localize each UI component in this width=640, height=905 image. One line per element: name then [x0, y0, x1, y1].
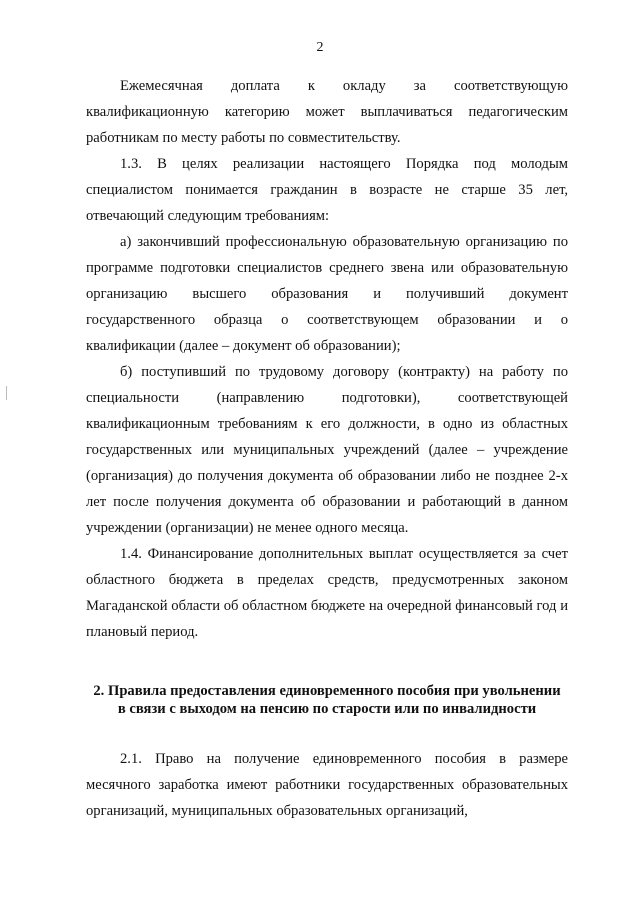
section2-heading — [86, 682, 568, 718]
paragraph-1-3: 1.3. В целях реализации настоящего Порядка под молодым специалистом понимается гражданин в возрасте не старше 35 лет, отвечающий следующим требованиям: — [86, 156, 568, 224]
paragraph-1-4: 1.4. Финансирование дополнительных выплат осуществляется за счет областного бюджета в пределах средств, предусмотренных законом Магаданской области об областном бюджете на очередной финансовый год и плановый период. — [86, 546, 568, 640]
section2-heading-line2: в связи с выходом на пенсию по старости или по инвалидности — [117, 701, 537, 717]
paragraph-1-3-b: б) поступивший по трудовому договору (контракту) на работу по специальности (направлению подготовки), соответствующей квалификационным требованиям к его должности, в одно из областных государственных или муниципальных учреждений (далее – учреждение (организация) до получения документа об образовании либо не позднее 2-х лет после получения документа об образовании и работающий в данном учреждении (организации) не менее одного месяца. — [86, 364, 568, 536]
paragraph-monthly-allowance: Ежемесячная доплата к окладу за соответствующую квалификационную категорию может выплачиваться педагогическим работникам по месту работы по совместительству. — [86, 78, 568, 146]
page-number: 2 — [316, 40, 324, 55]
paragraph-1-3-a: а) закончивший профессиональную образовательную организацию по программе подготовки специалистов среднего звена или образовательную организацию высшего образования и получивший документ государственного образца о соответствующем образовании и о квалификации (далее – документ об образовании); — [86, 234, 568, 354]
section2-heading-line1: 2. Правила предоставления единовременного пособия при увольнении — [93, 683, 561, 699]
section1-text — [86, 73, 568, 645]
paragraph-2-1: 2.1. Право на получение единовременного пособия в размере месячного заработка имеют работники государственных образовательных организаций, муниципальных образовательных организаций, — [86, 751, 568, 819]
section2-text — [86, 746, 568, 824]
scan-margin-mark — [6, 386, 7, 400]
